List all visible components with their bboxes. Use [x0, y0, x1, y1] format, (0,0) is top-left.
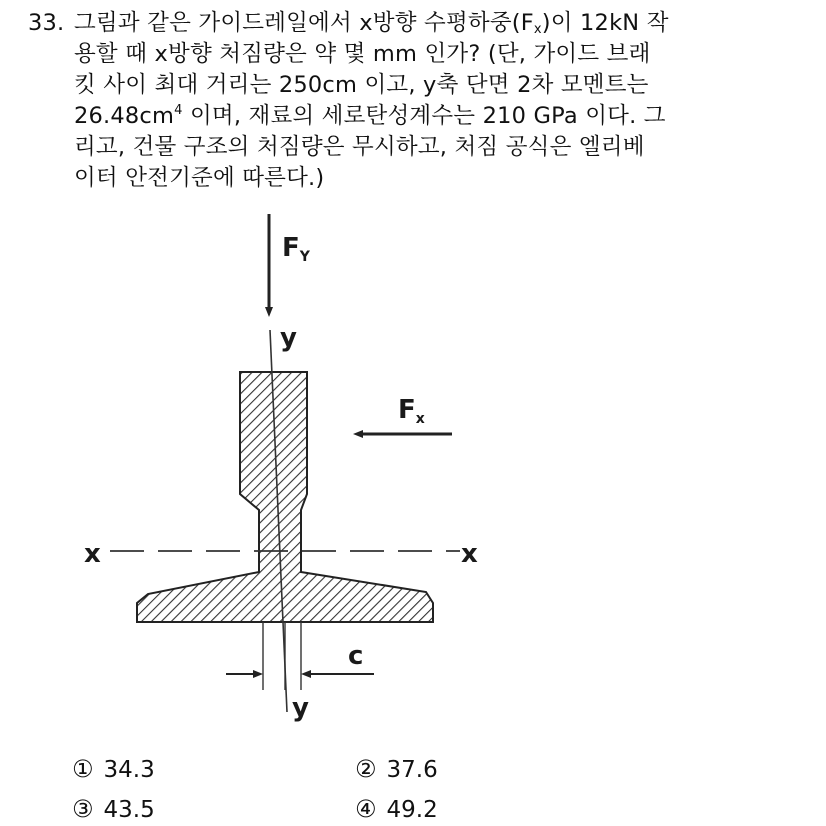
- question-line-2: 용할 때 x방향 처짐량은 약 몇 mm 인가? (단, 가이드 브래: [74, 41, 651, 67]
- choice-3[interactable]: ③ 43.5: [72, 795, 155, 823]
- question-line-6: 이터 안전기준에 따른다.): [74, 165, 325, 191]
- question-number: 33.: [28, 10, 65, 36]
- choice-1[interactable]: ① 34.3: [72, 755, 155, 783]
- question-line-5: 리고, 건물 구조의 처짐량은 무시하고, 처짐 공식은 엘리베: [74, 134, 645, 160]
- choice-2[interactable]: ② 37.6: [355, 755, 438, 783]
- label-fx: Fx: [398, 395, 425, 427]
- label-x-right: x: [461, 539, 478, 569]
- rail-section: [137, 372, 433, 622]
- label-y-bottom: y: [292, 693, 309, 723]
- label-y-top: y: [280, 323, 297, 353]
- question-line-1: 33. 그림과 같은 가이드레일에서 x방향 수평하중$(F_x)$이 12kN 작: [28, 10, 669, 37]
- label-x-left: x: [84, 539, 101, 569]
- question-line-4: $26.48cm^4$ 이며, 재료의 세로탄성계수는 210 GPa 이다. 그: [74, 103, 666, 129]
- label-c: c: [348, 641, 364, 671]
- question-line-3: 킷 사이 최대 거리는 250cm 이고, y축 단면 2차 모멘트는: [74, 72, 649, 98]
- label-fy: FY: [282, 233, 310, 265]
- choice-4[interactable]: ④ 49.2: [355, 795, 438, 823]
